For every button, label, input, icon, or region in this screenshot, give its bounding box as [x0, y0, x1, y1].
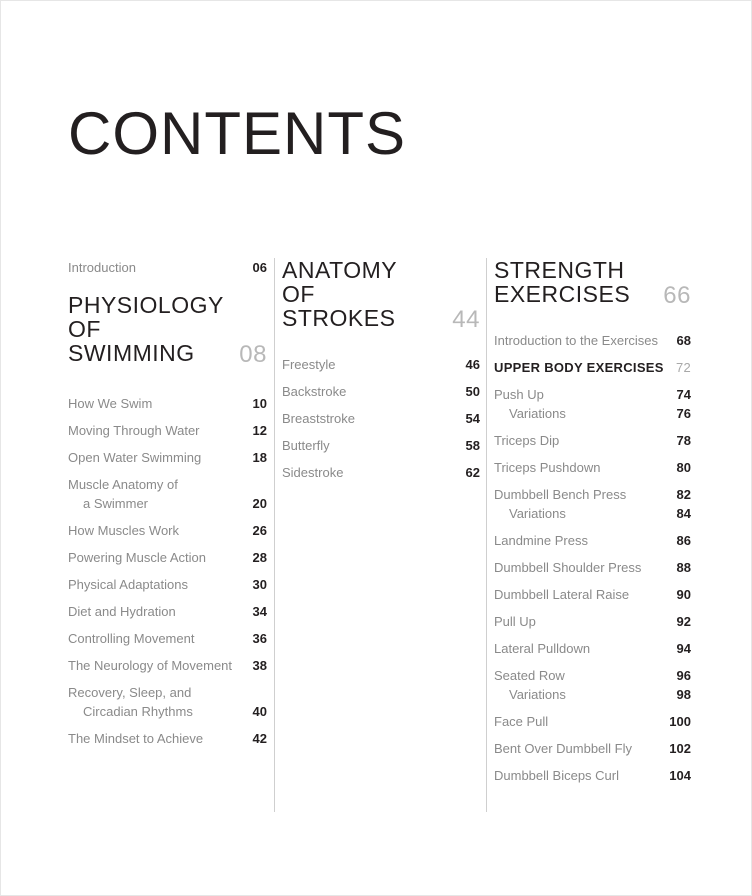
toc-entry[interactable]	[68, 448, 267, 467]
entry-label	[253, 475, 267, 513]
entry-label: Controlling Movement	[68, 631, 195, 646]
toc-entry[interactable]	[494, 531, 691, 550]
section-page-number: 08	[239, 341, 267, 368]
toc-entry[interactable]	[68, 394, 267, 413]
toc-entry[interactable]	[494, 739, 691, 758]
page-number: 68	[676, 333, 691, 348]
page-number: 58	[465, 438, 480, 453]
entry-label	[677, 666, 691, 704]
page-number: 28	[252, 550, 267, 565]
toc-entry[interactable]	[494, 385, 691, 423]
entry-label: Dumbbell Bench Press	[494, 487, 627, 502]
column-physiology	[68, 258, 267, 756]
toc-entry[interactable]	[68, 656, 267, 675]
page-number: 90	[676, 587, 691, 602]
entry-label: Recovery, Sleep, and	[68, 685, 192, 700]
page-number: 80	[676, 460, 691, 475]
toc-entry[interactable]	[68, 575, 267, 594]
page-number: 88	[676, 560, 691, 575]
page-number: 92	[676, 614, 691, 629]
page-number: 102	[669, 741, 691, 756]
entry-label	[263, 475, 267, 494]
toc-entry[interactable]	[282, 355, 480, 374]
page-number: 104	[669, 768, 691, 783]
toc-entry[interactable]	[494, 431, 691, 450]
entry-label: Introduction	[68, 260, 136, 275]
entry-label: Introduction to the Exercises	[494, 333, 659, 348]
page-number: 82	[676, 487, 691, 502]
page-number: 40	[252, 704, 267, 719]
entry-label: Variations	[509, 687, 566, 702]
toc-entry-introduction[interactable]	[68, 258, 267, 277]
page-number: 46	[465, 357, 480, 372]
page-number: 36	[252, 631, 267, 646]
toc-entry[interactable]	[68, 602, 267, 621]
entry-label: Lateral Pulldown	[494, 641, 591, 656]
page-number: 26	[252, 523, 267, 538]
column-divider	[486, 258, 487, 812]
toc-entry[interactable]	[68, 548, 267, 567]
section-page-number: 66	[663, 282, 691, 309]
page-number: 98	[676, 687, 691, 702]
toc-entry[interactable]	[494, 458, 691, 477]
toc-entry[interactable]	[494, 585, 691, 604]
entry-label: Dumbbell Shoulder Press	[494, 560, 642, 575]
entry-label: Triceps Dip	[494, 433, 560, 448]
entry-label: The Mindset to Achieve	[68, 731, 204, 746]
page-number: 76	[676, 406, 691, 421]
toc-entry[interactable]	[282, 463, 480, 482]
entry-label: Freestyle	[282, 357, 336, 372]
page-number: 100	[669, 714, 691, 729]
toc-entry[interactable]	[68, 683, 267, 721]
entry-label	[494, 385, 566, 423]
page-number: 50	[465, 384, 480, 399]
page-number: 86	[676, 533, 691, 548]
page-number: 78	[676, 433, 691, 448]
section-heading-strength[interactable]: STRENGTH EXERCISES 66	[494, 257, 691, 309]
entry-label: Circadian Rhythms	[83, 704, 193, 719]
entry-label: Backstroke	[282, 384, 347, 399]
column-strength	[494, 258, 691, 793]
toc-entry[interactable]	[68, 421, 267, 440]
page-number: 96	[676, 668, 691, 683]
entry-label: Physical Adaptations	[68, 577, 188, 592]
toc-entry[interactable]	[494, 639, 691, 658]
page-number: 62	[465, 465, 480, 480]
entry-label	[494, 666, 566, 704]
section-page-number: 44	[452, 306, 480, 333]
section-heading-physiology[interactable]: PHYSIOLOGY OF SWIMMING 08	[68, 292, 267, 368]
page-number: 12	[252, 423, 267, 438]
entry-label: Dumbbell Lateral Raise	[494, 587, 630, 602]
entry-label: Push Up	[494, 387, 544, 402]
entry-label: How We Swim	[68, 396, 153, 411]
toc-entry[interactable]	[68, 729, 267, 748]
entry-label: Muscle Anatomy of	[68, 477, 178, 492]
toc-entry[interactable]	[282, 382, 480, 401]
toc-entry[interactable]	[282, 436, 480, 455]
toc-entry-intro-exercises[interactable]	[494, 331, 691, 350]
entry-label: Face Pull	[494, 714, 549, 729]
entry-label: Sidestroke	[282, 465, 344, 480]
page-number: 42	[252, 731, 267, 746]
entry-label: Landmine Press	[494, 533, 588, 548]
entry-label: Pull Up	[494, 614, 536, 629]
entry-label	[263, 683, 267, 702]
page-number: 06	[252, 260, 267, 275]
section-heading-strokes[interactable]: ANATOMY OF STROKES 44	[282, 257, 480, 333]
entry-label: Breaststroke	[282, 411, 355, 426]
page-number: 74	[676, 387, 691, 402]
toc-entry[interactable]	[282, 409, 480, 428]
entry-label	[253, 683, 267, 721]
entry-label: Bent Over Dumbbell Fly	[494, 741, 632, 756]
column-divider	[274, 258, 275, 812]
entry-label: How Muscles Work	[68, 523, 180, 538]
toc-entry[interactable]	[494, 485, 691, 523]
entry-label: Variations	[509, 506, 566, 521]
toc-entry[interactable]	[494, 612, 691, 631]
entry-label: The Neurology of Movement	[68, 658, 233, 673]
entry-label	[68, 683, 193, 721]
page-number: 20	[252, 496, 267, 511]
page-title: CONTENTS	[68, 100, 406, 167]
entry-label	[494, 485, 626, 523]
toc-entry[interactable]	[494, 712, 691, 731]
entry-label: Open Water Swimming	[68, 450, 202, 465]
toc-entry[interactable]	[68, 629, 267, 648]
toc-entry[interactable]	[68, 521, 267, 540]
entry-label: Seated Row	[494, 668, 565, 683]
entry-label: Powering Muscle Action	[68, 550, 207, 565]
page-number: 94	[676, 641, 691, 656]
page-number: 38	[252, 658, 267, 673]
page-number: 34	[252, 604, 267, 619]
entry-label	[677, 485, 691, 523]
page-number: 54	[465, 411, 480, 426]
page-number: 18	[252, 450, 267, 465]
page-number: 84	[676, 506, 691, 521]
column-strokes	[282, 258, 480, 490]
entry-label: Butterfly	[282, 438, 330, 453]
entry-label	[677, 385, 691, 423]
toc-entry[interactable]	[494, 666, 691, 704]
entry-label: Dumbbell Biceps Curl	[494, 768, 619, 783]
subsection-upper-body[interactable]: UPPER BODY EXERCISES 72	[494, 360, 691, 375]
entry-label	[68, 475, 178, 513]
toc-entry[interactable]	[494, 558, 691, 577]
page-number: 10	[252, 396, 267, 411]
page-number: 30	[252, 577, 267, 592]
toc-entry[interactable]	[494, 766, 691, 785]
entry-label: Variations	[509, 406, 566, 421]
entry-label: Moving Through Water	[68, 423, 200, 438]
toc-entry[interactable]	[68, 475, 267, 513]
entry-label: a Swimmer	[83, 496, 149, 511]
entry-label: Diet and Hydration	[68, 604, 176, 619]
entry-label: Triceps Pushdown	[494, 460, 601, 475]
